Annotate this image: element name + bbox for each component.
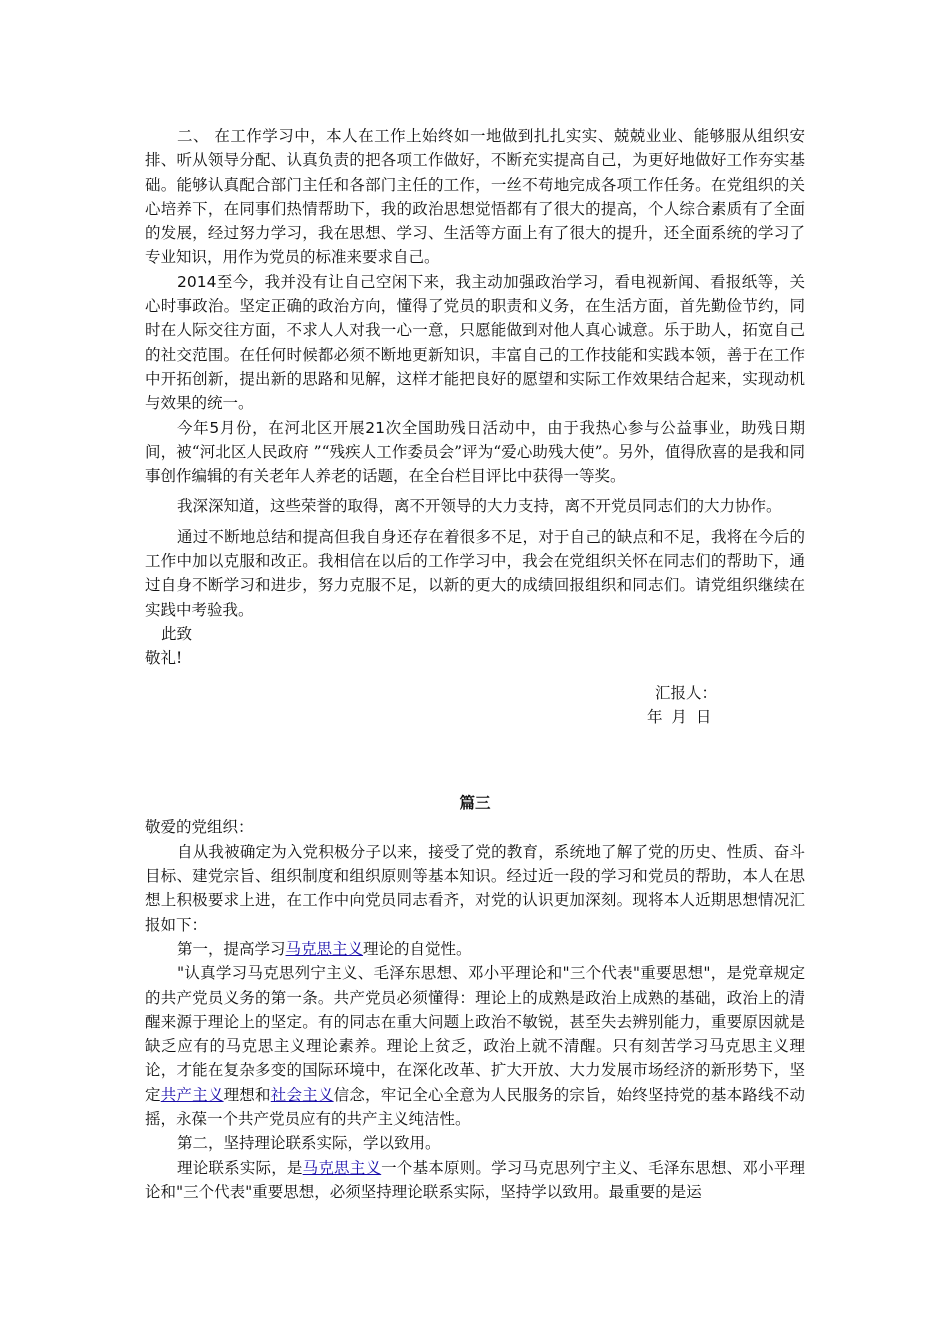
honors-text-b: 月份，在河北区开展	[219, 418, 366, 437]
honors-text-c: 次全国助残日活动中，由于我热心参与公益事业，助残日期间，被“河北区人民政府 ”“残疾人工作委员会”评为“爱心助残大使”。另外，值得欣喜的是我和同事创作编辑的有关老年人养老的话题，在全台栏目评比中获得一等奖。	[145, 418, 805, 486]
paragraph-theory	[145, 961, 805, 1131]
paragraph-point-one	[145, 937, 805, 961]
theory-text-c: 信念，牢记全心全意为人民服务的宗旨，始终坚持党的基本路线不动摇，永葆一个共产党员应有的共产主义纯洁性。	[145, 1085, 805, 1128]
section-heading: 篇三	[459, 793, 491, 813]
paragraph-honors	[145, 416, 805, 489]
theory-text-b: 理想和	[223, 1085, 271, 1104]
event-number: 21	[365, 418, 385, 437]
socialism-link[interactable]: 社会主义	[270, 1085, 334, 1104]
communism-link[interactable]: 共产主义	[160, 1085, 224, 1104]
paragraph-gratitude: 我深深知道，这些荣誉的取得，离不开领导的大力支持，离不开党员同志们的大力协作。	[177, 497, 782, 516]
paragraph-political-study	[145, 270, 805, 416]
signer-label: 汇报人：	[655, 683, 718, 702]
closing-salute: 此致	[161, 624, 193, 643]
closing-regards: 敬礼!	[145, 649, 183, 668]
month-number: 5	[209, 418, 220, 437]
theory-text-a: "认真学习马克思列宁主义、毛泽东思想、邓小平理论和"三个代表"重要思想"，是党章规定的共产党员义务的第一条。共产党员必须懂得：理论上的成熟是政治上成熟的基础，政治上的清醒来源于理论上的坚定。有的同志在重大问题上政治不敏锐，甚至失去辨别能力，重要原因就是缺乏应有的马克思主义理论素养。理论上贫乏，政治上就不清醒。只有刻苦学习马克思主义理论，才能在复杂多变的国际环境中，在深化改革、扩大开放、大力发展市场经济的新形势下，坚定	[145, 964, 805, 1104]
practice-text-a: 理论联系实际，是	[177, 1158, 303, 1177]
paragraph-practice	[145, 1156, 805, 1205]
honors-text-a: 今年	[177, 418, 210, 437]
paragraph-summary: 通过不断地总结和提高但我自身还存在着很多不足，对于自己的缺点和不足，我将在今后的工作中加以克服和改正。我相信在以后的工作学习中，我会在党组织关怀在同志们的帮助下，通过自身不断学习和进步，努力克服不足，以新的更大的成绩回报组织和同志们。请党组织继续在实践中考验我。	[145, 527, 805, 619]
document-body	[145, 124, 805, 1204]
paragraph-intro: 自从我被确定为入党积极分子以来，接受了党的教育，系统地了解了党的历史、性质、奋斗目标、建党宗旨、组织制度和组织原则等基本知识。经过近一段的学习和党员的帮助，本人在思想上积极要求上进，在工作中向党员同志看齐，对党的认识更加深刻。现将本人近期思想情况汇报如下：	[145, 842, 805, 934]
paragraph-point-two: 第二，坚持理论联系实际，学以致用。	[177, 1134, 441, 1153]
date-label: 年 月 日	[647, 707, 712, 726]
marxism-link-2[interactable]: 马克思主义	[302, 1158, 382, 1177]
paragraph-work-study: 二、 在工作学习中，本人在工作上始终如一地做到扎扎实实、兢兢业业、能够服从组织安排、听从领导分配、认真负责的把各项工作做好，不断充实提高自己，为更好地做好工作夯实基础。能够认真配合部门主任和各部门主任的工作，一丝不苟地完成各项工作任务。在党组织的关心培养下，在同事们热情帮助下，我的政治思想觉悟都有了很大的提高，个人综合素质有了全面的发展，经过努力学习，我在思想、学习、生活等方面上有了很大的提升，还全面系统的学习了专业知识，用作为党员的标准来要求自己。	[145, 127, 805, 267]
point-one-text-b: 理论的自觉性。	[363, 939, 472, 958]
practice-text-b: 一个基本原则。学习马克思列宁主义、毛泽东思想、邓小平理论和"三个代表"重要思想，必须坚持理论联系实际，坚持学以致用。最重要的是运	[145, 1158, 805, 1201]
marxism-link[interactable]: 马克思主义	[285, 939, 364, 958]
point-one-text-a: 第一，提高学习	[177, 939, 286, 958]
salutation: 敬爱的党组织：	[145, 818, 254, 837]
paragraph-political-study-text: 至今，我并没有让自己空闲下来，我主动加强政治学习，看电视新闻、看报纸等，关心时事政治。坚定正确的政治方向，懂得了党员的职责和义务，在生活方面，首先勤俭节约，同时在人际交往方面，不求人人对我一心一意，只愿能做到对他人真心诚意。乐于助人，拓宽自己的社交范围。在任何时候都必须不断地更新知识，丰富自己的工作技能和实践本领，善于在工作中开拓创新，提出新的思路和见解，这样才能把良好的愿望和实际工作效果结合起来，实现动机与效果的统一。	[145, 272, 805, 413]
year-number: 2014	[177, 272, 217, 291]
